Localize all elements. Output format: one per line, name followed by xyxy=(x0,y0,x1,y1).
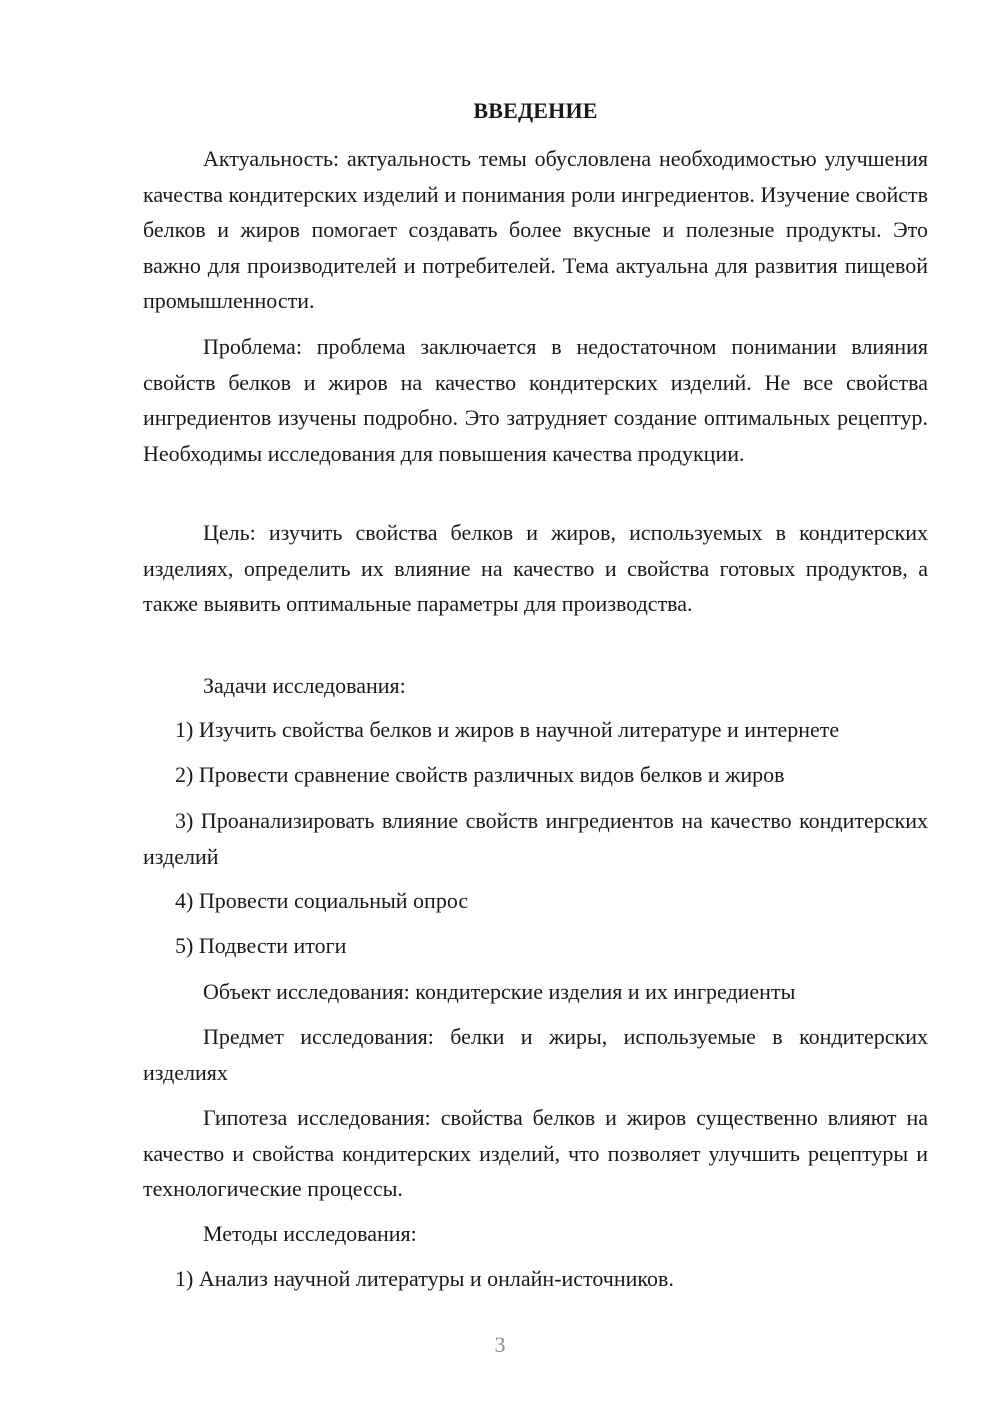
subject-paragraph: Предмет исследования: белки и жиры, используемые в кондитерских изделиях xyxy=(143,1024,928,1085)
task-item-4: 4) Провести социальный опрос xyxy=(175,888,469,913)
task-item-1: 1) Изучить свойства белков и жиров в научной литературе и интернете xyxy=(175,717,840,742)
problem-paragraph: Проблема: проблема заключается в недостаточном понимании влияния свойств белков и жиров на качество кондитерских изделий. Не все свойства ингредиентов изучены подробно. Это затрудняет создание оптимальных рецептур. Необходимы исследования для повышения качества продукции. xyxy=(143,334,928,466)
tasks-heading: Задачи исследования: xyxy=(203,673,406,698)
page-number: 3 xyxy=(494,1332,506,1357)
task-item-2: 2) Провести сравнение свойств различных видов белков и жиров xyxy=(175,762,785,787)
methods-heading: Методы исследования: xyxy=(203,1221,417,1246)
relevance-paragraph: Актуальность: актуальность темы обусловлена необходимостью улучшения качества кондитерских изделий и понимания роли ингредиентов. Изучение свойств белков и жиров помогает создавать более вкусные и полезные продукты. Это важно для производителей и потребителей. Тема актуальна для развития пищевой промышленности. xyxy=(143,146,928,313)
hypothesis-paragraph: Гипотеза исследования: свойства белков и жиров существенно влияют на качество и свойства кондитерских изделий, что позволяет улучшить рецептуры и технологические процессы. xyxy=(143,1105,928,1201)
task-item-5: 5) Подвести итоги xyxy=(175,933,347,958)
task-item-3: 3) Проанализировать влияние свойств ингредиентов на качество кондитерских изделий xyxy=(143,808,928,869)
method-item-1: 1) Анализ научной литературы и онлайн-источников. xyxy=(175,1266,674,1291)
section-title: ВВЕДЕНИЕ xyxy=(473,98,598,123)
goal-paragraph: Цель: изучить свойства белков и жиров, используемых в кондитерских изделиях, определить их влияние на качество и свойства готовых продуктов, а также выявить оптимальные параметры для производства. xyxy=(143,520,928,616)
object-paragraph: Объект исследования: кондитерские изделия и их ингредиенты xyxy=(203,979,796,1004)
